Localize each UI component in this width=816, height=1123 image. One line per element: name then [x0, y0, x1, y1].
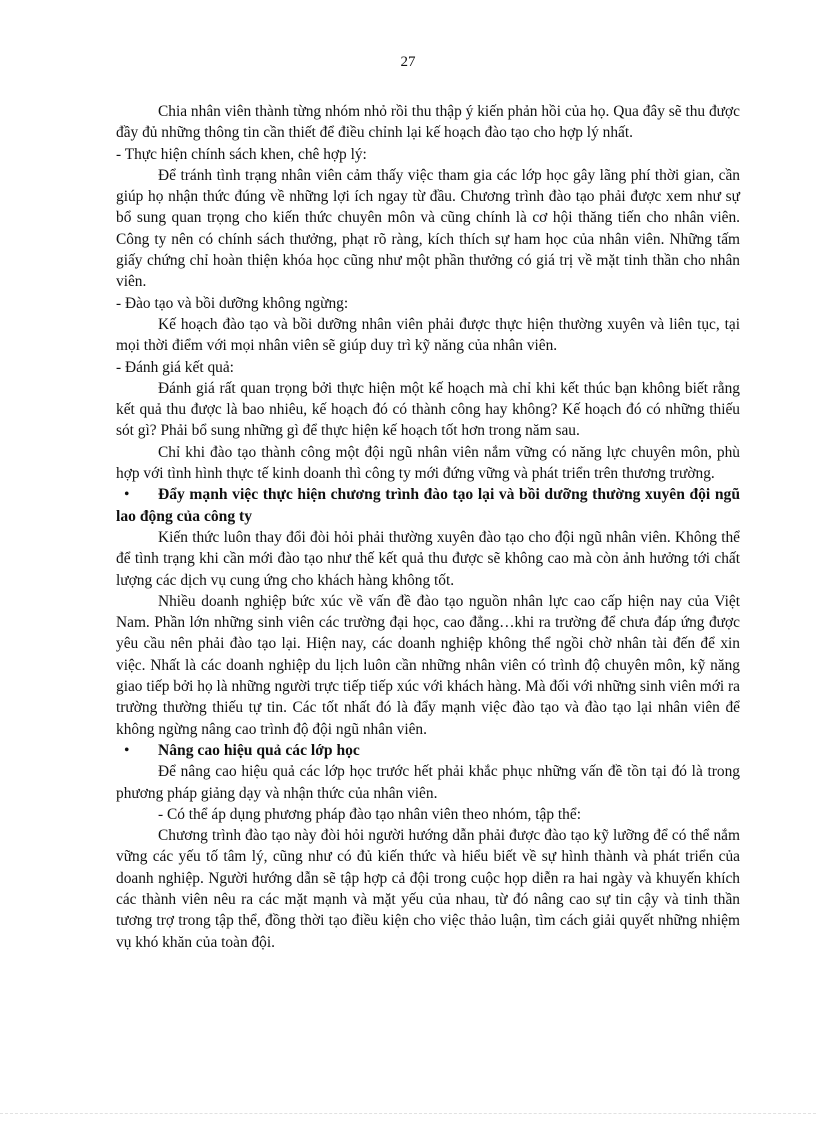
bullet-icon: • [124, 486, 130, 504]
bullet-heading-text: Nâng cao hiệu quả các lớp học [158, 741, 360, 759]
bullet-heading [116, 740, 740, 761]
paragraph: Đánh giá rất quan trọng bởi thực hiện một kế hoạch mà chỉ khi kết thúc bạn không biết rằng kết quả thu được là bao nhiêu, kế hoạch đó có thành công hay không? Kế hoạch đó có những thiếu sót gì? Phải bổ sung những gì để thực hiện kế hoạch tốt hơn trong năm sau. [116, 379, 740, 440]
paragraph: Kế hoạch đào tạo và bồi dưỡng nhân viên phải được thực hiện thường xuyên và liên tục, tại mọi thời điểm với mọi nhân viên sẽ giúp duy trì kỹ năng của nhân viên. [116, 315, 740, 355]
bullet-heading [116, 484, 740, 527]
page-number: 27 [400, 54, 416, 70]
paragraph: Để tránh tình trạng nhân viên cảm thấy việc tham gia các lớp học gây lãng phí thời gian, cần giúp họ nhận thức đúng về những lợi ích ngay từ đầu. Chương trình đào tạo phải được xem như sự bổ sung quan trọng cho kiến thức chuyên môn và cũng chính là cơ hội thăng tiến cho nhân viên. Công ty nên có chính sách thưởng, phạt rõ ràng, kích thích sự ham học của nhân viên. Những tấm giấy chứng chỉ hoàn thiện khóa học cũng như một phần thưởng có giá trị về mặt tinh thần cho nhân viên. [116, 166, 740, 291]
document-body [116, 101, 740, 953]
paragraph: Để nâng cao hiệu quả các lớp học trước hết phải khắc phục những vấn đề tồn tại đó là trong phương pháp giảng dạy và nhận thức của nhân viên. [116, 763, 740, 802]
bullet-heading-text: Đẩy mạnh việc thực hiện chương trình đào tạo lại và bồi dưỡng thường xuyên đội ngũ lao động của công ty [116, 486, 740, 525]
page-bottom-divider [0, 1113, 816, 1114]
paragraph: Nhiều doanh nghiệp bức xúc về vấn đề đào tạo nguồn nhân lực cao cấp hiện nay của Việt Nam. Phần lớn những sinh viên các trường đại học, cao đẳng…khi ra trường để chưa đáp ứng được yêu cầu nên phải đào tạo lại. Hiện nay, các doanh nghiệp không thể ngồi chờ nhân tài đến để xin việc. Nhất là các doanh nghiệp du lịch luôn cần những nhân viên có trình độ chuyên môn, kỹ năng giao tiếp bởi họ là những người trực tiếp tiếp xúc với khách hàng. Mà đối với những sinh viên mới ra trường thường thiếu tự tin. Các tốt nhất đó là đẩy mạnh việc đào tạo và đào tạo lại nhân viên để không ngừng nâng cao trình độ đội ngũ nhân viên. [116, 592, 740, 738]
paragraph: - Có thể áp dụng phương pháp đào tạo nhân viên theo nhóm, tập thể: [158, 805, 581, 823]
section-heading: - Thực hiện chính sách khen, chê hợp lý: [116, 145, 367, 163]
section-heading: - Đánh giá kết quả: [116, 358, 234, 376]
paragraph: Chỉ khi đào tạo thành công một đội ngũ nhân viên nắm vững có năng lực chuyên môn, phù hợp với tình hình thực tế kinh doanh thì công ty mới đứng vững và phát triển trên thương trường. [116, 443, 740, 483]
paragraph: Kiến thức luôn thay đổi đòi hỏi phải thường xuyên đào tạo cho đội ngũ nhân viên. Không thể để tình trạng khi cần mới đào tạo như thế kết quả thu được sẽ không cao mà còn ảnh hưởng tới chất lượng các dịch vụ cung ứng cho khách hàng không tốt. [116, 528, 740, 589]
paragraph: Chương trình đào tạo này đòi hỏi người hướng dẫn phải được đào tạo kỹ lưỡng để có thể nắm vững các yếu tố tâm lý, cũng như có đủ kiến thức và hiểu biết về sự hình thành và phát triển của doanh nghiệp. Người hướng dẫn sẽ tập hợp cả đội trong cuộc họp diễn ra hai ngày và khuyến khích các thành viên nêu ra các mặt mạnh và mặt yếu của nhau, từ đó nâng cao sự tin cậy và tinh thần tương trợ trong tập thể, đồng thời tạo điều kiện cho việc thảo luận, tìm cách giải quyết những nhiệm vụ khó khăn của toàn đội. [116, 827, 740, 951]
bullet-icon: • [124, 741, 130, 759]
paragraph: Chia nhân viên thành từng nhóm nhỏ rồi thu thập ý kiến phản hồi của họ. Qua đây sẽ thu được đầy đủ những thông tin cần thiết để điều chỉnh lại kế hoạch đào tạo cho hợp lý nhất. [116, 103, 740, 142]
section-heading: - Đào tạo và bồi dưỡng không ngừng: [116, 294, 349, 312]
